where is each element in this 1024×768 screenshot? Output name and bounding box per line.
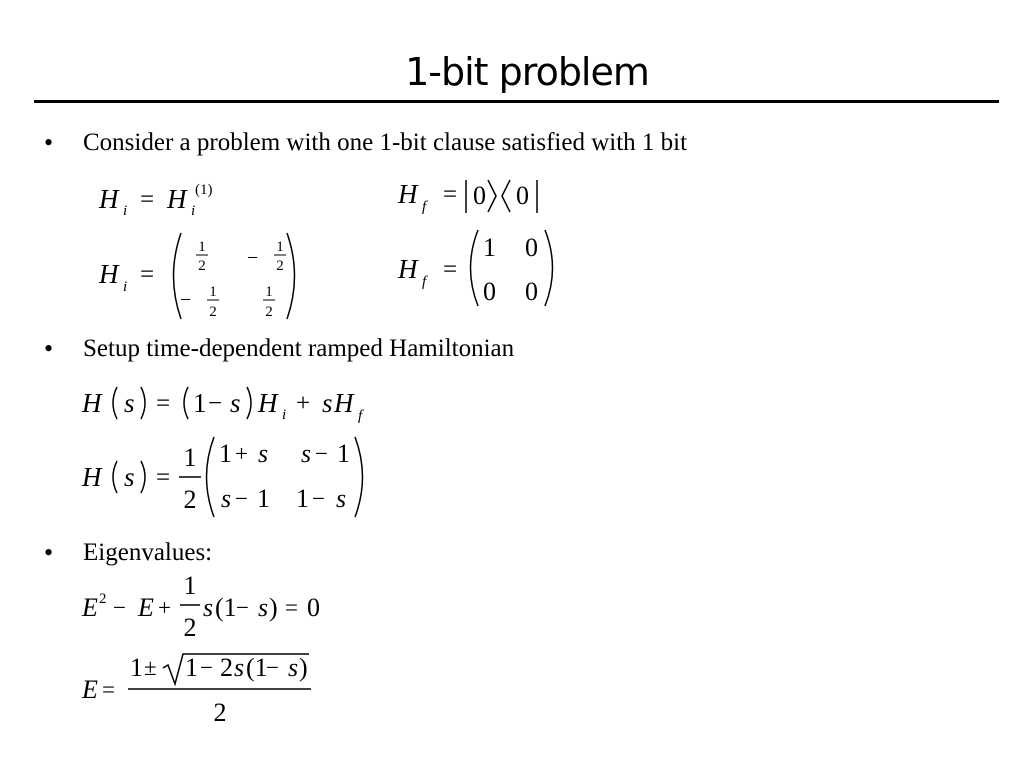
svg-text:1: 1 — [183, 571, 197, 600]
svg-text:H: H — [258, 388, 278, 418]
svg-text:2: 2 — [183, 485, 197, 514]
svg-text:1: 1 — [193, 388, 207, 418]
svg-text:): ) — [299, 653, 308, 682]
svg-text:2: 2 — [276, 258, 284, 274]
svg-text:s: s — [258, 439, 269, 468]
svg-text:−: − — [247, 247, 259, 269]
svg-text:2: 2 — [209, 304, 217, 320]
svg-text:1: 1 — [296, 484, 309, 513]
svg-text:f: f — [422, 274, 427, 290]
svg-text:(1: (1 — [215, 593, 237, 622]
svg-text:H: H — [334, 388, 354, 418]
svg-text:H: H — [82, 462, 102, 492]
svg-text:i: i — [191, 203, 196, 219]
svg-text:=: = — [140, 186, 155, 213]
svg-text:s: s — [203, 593, 214, 622]
equation-hs-matrix — [81, 437, 363, 517]
svg-text:1: 1 — [209, 284, 217, 300]
svg-text:s: s — [124, 462, 135, 492]
svg-text:f: f — [422, 199, 427, 215]
svg-text:2: 2 — [198, 258, 206, 274]
equation-hf-definition — [397, 179, 537, 215]
svg-text:+: + — [158, 595, 171, 620]
svg-text:i: i — [123, 279, 128, 295]
svg-text:H: H — [82, 388, 102, 418]
equation-hi-matrix — [98, 233, 295, 320]
svg-text:1: 1 — [219, 439, 232, 468]
svg-text:−: − — [312, 486, 325, 511]
svg-text:H: H — [398, 254, 418, 284]
svg-text:=: = — [285, 595, 298, 620]
equation-characteristic — [81, 571, 320, 642]
svg-text:1: 1 — [130, 653, 143, 682]
bullet-text-eigenvalues: Eigenvalues: — [83, 539, 213, 566]
svg-text:2: 2 — [99, 591, 107, 607]
svg-text:s: s — [221, 484, 232, 513]
svg-text:±: ± — [144, 655, 157, 680]
svg-text:−: − — [180, 289, 192, 311]
svg-text:i: i — [282, 407, 287, 423]
svg-text:E: E — [138, 593, 154, 622]
equation-hf-matrix — [397, 230, 553, 306]
svg-text:s: s — [301, 439, 312, 468]
svg-text:=: = — [443, 181, 458, 208]
svg-text:−: − — [200, 655, 213, 680]
svg-text:+: + — [235, 441, 248, 466]
svg-text:s: s — [234, 653, 245, 682]
bullet-marker: • — [44, 538, 54, 567]
bullet-marker: • — [44, 334, 54, 363]
svg-text:(1: (1 — [246, 653, 268, 682]
svg-text:s: s — [322, 388, 333, 418]
svg-text:0: 0 — [473, 181, 486, 210]
svg-text:E: E — [82, 593, 98, 622]
svg-text:1: 1 — [257, 484, 270, 513]
svg-text:=: = — [156, 464, 171, 491]
svg-text:−: − — [235, 486, 248, 511]
svg-text:2: 2 — [183, 613, 197, 642]
svg-text:−: − — [236, 595, 249, 620]
svg-text:1: 1 — [185, 653, 198, 682]
svg-text:=: = — [443, 256, 458, 283]
svg-text:−: − — [266, 655, 279, 680]
svg-text:s: s — [124, 388, 135, 418]
equation-hi-definition — [98, 182, 213, 219]
svg-text:1: 1 — [483, 233, 496, 262]
svg-text:s: s — [230, 388, 241, 418]
svg-text:2: 2 — [213, 698, 227, 727]
svg-text:0: 0 — [516, 181, 529, 210]
svg-text:(1): (1) — [195, 182, 213, 198]
svg-text:0: 0 — [525, 233, 538, 262]
bullet-text-problem: Consider a problem with one 1-bit clause satisfied with 1 bit — [83, 129, 688, 156]
svg-text:=: = — [140, 261, 155, 288]
svg-text:−: − — [315, 441, 328, 466]
svg-text:s: s — [258, 593, 269, 622]
svg-text:0: 0 — [307, 593, 320, 622]
svg-text:0: 0 — [483, 277, 496, 306]
svg-text:−: − — [113, 595, 126, 620]
svg-text:+: + — [296, 390, 311, 417]
svg-text:s: s — [336, 484, 347, 513]
svg-text:−: − — [208, 390, 223, 417]
svg-text:=: = — [102, 677, 115, 702]
svg-text:s: s — [288, 653, 299, 682]
svg-text:H: H — [167, 184, 187, 214]
svg-text:1: 1 — [337, 439, 350, 468]
bullet-marker: • — [44, 128, 54, 157]
svg-text:1: 1 — [265, 284, 273, 300]
svg-text:1: 1 — [276, 239, 284, 255]
svg-text:): ) — [269, 593, 278, 622]
svg-text:1: 1 — [198, 239, 206, 255]
svg-text:E: E — [82, 675, 98, 704]
svg-text:H: H — [99, 184, 119, 214]
svg-text:0: 0 — [525, 277, 538, 306]
equation-hs-definition — [81, 387, 364, 424]
bullet-text-hamiltonian: Setup time-dependent ramped Hamiltonian — [83, 335, 515, 362]
svg-text:i: i — [123, 203, 128, 219]
equation-solution — [81, 653, 311, 727]
svg-text:H: H — [398, 179, 418, 209]
svg-text:f: f — [358, 408, 363, 424]
svg-text:2: 2 — [265, 304, 273, 320]
svg-text:1: 1 — [183, 443, 197, 472]
slide-title: 1-bit problem — [405, 50, 649, 94]
svg-text:H: H — [99, 259, 119, 289]
svg-text:=: = — [156, 390, 171, 417]
svg-text:2: 2 — [220, 653, 233, 682]
